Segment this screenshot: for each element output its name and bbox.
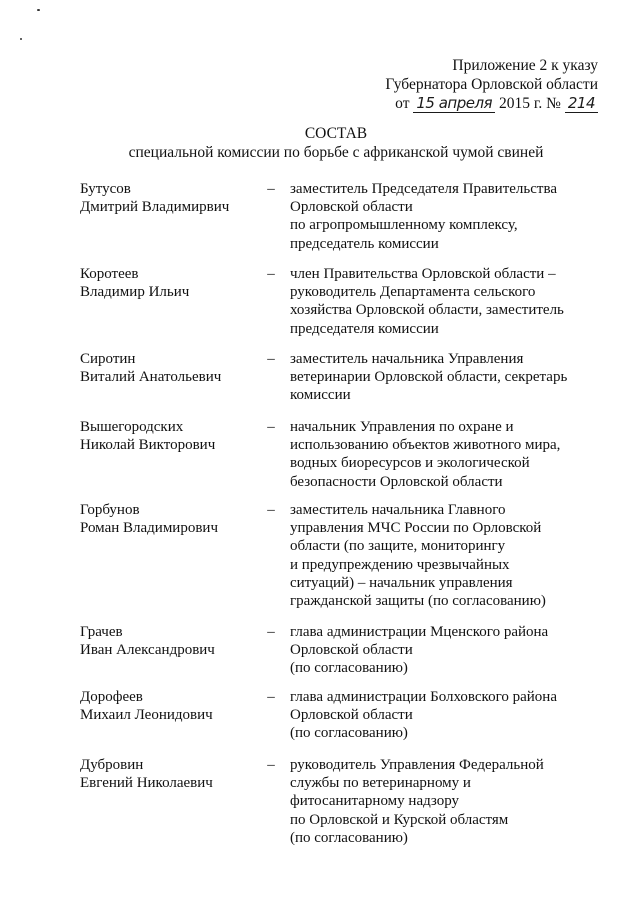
member-given-names: Роман Владимирович [80,520,218,537]
member-dash: – [267,266,275,282]
member-position-line: по Орловской и Курской областям [290,811,509,828]
member-position-line: руководитель Департамента сельского [290,284,536,301]
member-given-names: Михаил Леонидович [80,707,213,724]
member-dash: – [267,624,275,640]
member-position-line: безопасности Орловской области [290,473,503,490]
scan-speck [20,38,22,40]
member-surname: Вышегородских [80,419,184,435]
member-dash: – [267,757,275,773]
handwritten-date: 15 апреля [413,94,495,113]
member-position-line: ветеринарии Орловской области, секретарь [290,369,568,386]
member-surname: Коротеев [80,266,139,282]
member-position [290,623,610,678]
member-name [80,501,260,537]
member-position-line: и предупреждению чрезвычайных [290,556,510,573]
document-subtitle: специальной комиссии по борьбе с африканской чумой свиней [128,144,544,161]
appendix-header [385,56,598,113]
member-position-line: по агропромышленному комплексу, [290,217,518,234]
member-dash: – [267,689,275,705]
member-position [290,756,610,847]
member-position-line: области (по защите, мониторингу [290,538,506,555]
member-name [80,623,260,659]
member-position-line: водных биоресурсов и экологической [290,455,530,472]
member-name [80,350,260,386]
member-position-line: заместитель Председателя Правительства [290,181,558,197]
member-dash: – [267,351,275,367]
member-position-line: ситуаций) – начальник управления [290,574,513,591]
member-given-names: Евгений Николаевич [80,775,213,792]
member-name [80,180,260,216]
member-position-line: фитосанитарному надзору [290,793,460,810]
member-position-line: (по согласованию) [290,660,408,677]
member-position-line: (по согласованию) [290,725,408,742]
member-name [80,418,260,454]
member-position [290,180,610,253]
member-surname: Сиротин [80,351,136,367]
member-position-line: использованию объектов животного мира, [290,437,561,454]
member-position-line: службы по ветеринарному и [290,775,471,792]
member-surname: Грачев [80,624,123,640]
member-position-line: глава администрации Болховского района [290,689,557,705]
member-surname: Дорофеев [80,689,143,705]
member-position-line: хозяйства Орловской области, заместитель [290,302,564,319]
member-position-line: заместитель начальника Управления [290,351,524,367]
member-given-names: Виталий Анатольевич [80,369,222,386]
member-position [290,350,610,405]
member-position [290,265,610,338]
member-position-line: управления МЧС России по Орловской [290,520,542,537]
member-dash: – [267,502,275,518]
member-surname: Горбунов [80,502,140,518]
document-title: СОСТАВ [304,125,368,142]
member-position-line: гражданской защиты (по согласованию) [290,593,546,610]
member-given-names: Иван Александрович [80,642,215,659]
header-line-governor: Губернатора Орловской области [385,76,598,93]
member-dash: – [267,181,275,197]
member-position-line: член Правительства Орловской области – [290,266,556,282]
member-position-line: председателя комиссии [290,320,439,337]
member-position-line: Орловской области [290,199,413,216]
member-given-names: Дмитрий Владимирвич [80,199,230,216]
year-text: 2015 г. № [498,95,561,112]
date-prefix: от [395,95,410,112]
member-name [80,756,260,792]
scan-speck [37,9,40,11]
member-position-line: председатель комиссии [290,235,439,252]
member-name [80,265,260,301]
member-position-line: Орловской области [290,707,413,724]
member-position [290,688,610,743]
member-given-names: Владимир Ильич [80,284,190,301]
member-position [290,501,610,610]
member-position-line: Орловской области [290,642,413,659]
member-position-line: (по согласованию) [290,829,408,846]
member-position-line: глава администрации Мценского района [290,624,549,640]
header-line-date [385,94,598,113]
member-position-line: руководитель Управления Федеральной [290,757,544,773]
member-position-line: начальник Управления по охране и [290,419,514,435]
member-given-names: Николай Викторович [80,437,216,454]
member-surname: Дубровин [80,757,144,773]
member-position [290,418,610,491]
member-dash: – [267,419,275,435]
header-line-appendix: Приложение 2 к указу [452,57,598,74]
member-surname: Бутусов [80,181,131,197]
member-position-line: комиссии [290,387,351,404]
handwritten-number: 214 [565,94,598,113]
member-name [80,688,260,724]
member-position-line: заместитель начальника Главного [290,502,506,518]
